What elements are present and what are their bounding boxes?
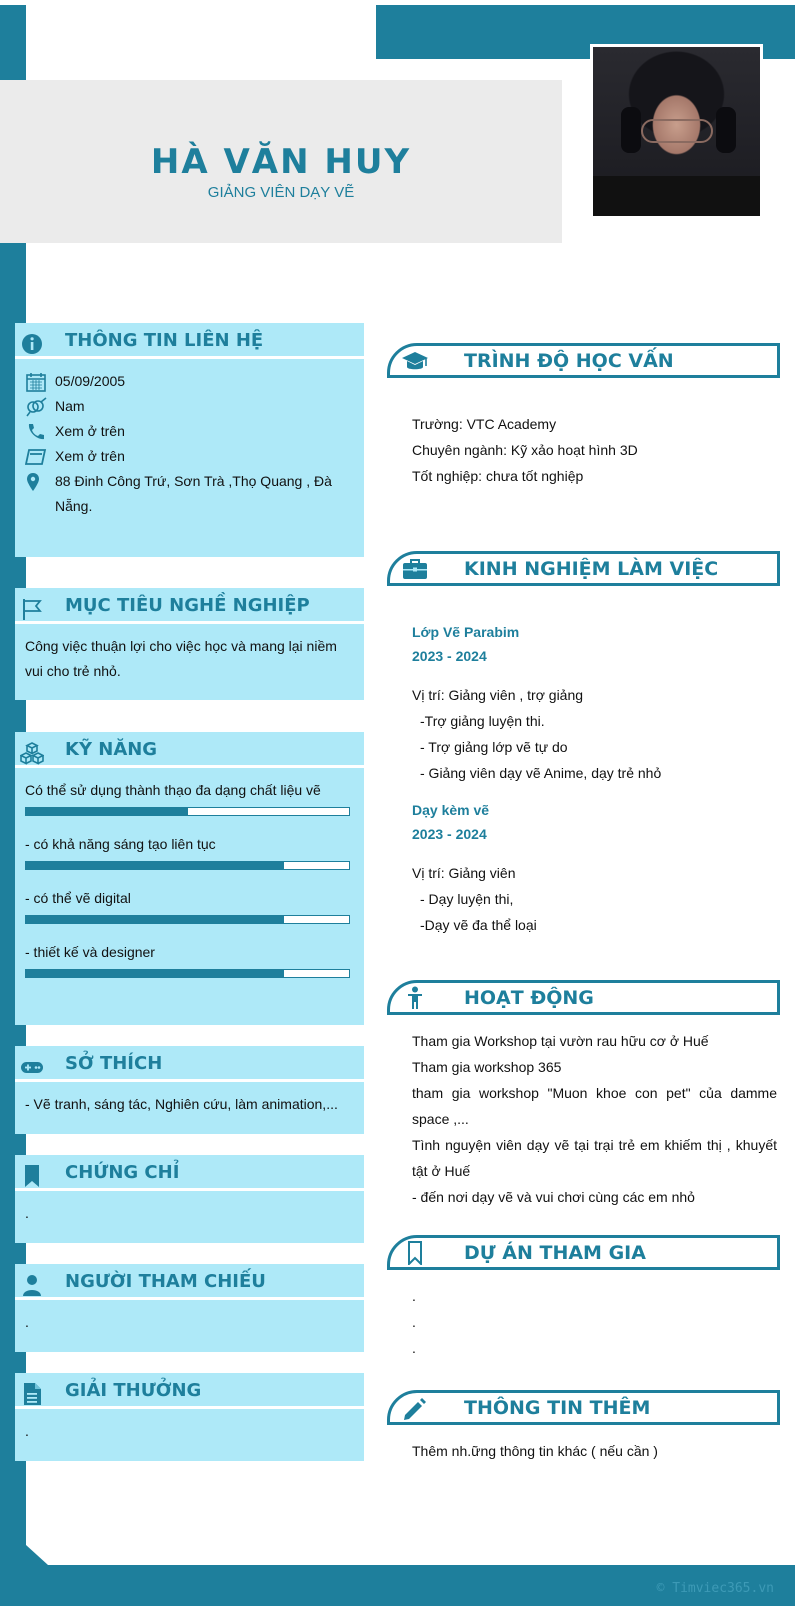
education-major: Chuyên ngành: Kỹ xảo hoạt hình 3D (412, 442, 638, 458)
objective-title: MỤC TIÊU NGHỀ NGHIỆP (65, 595, 310, 616)
activity-line: tham gia workshop "Muon khoe con pet" của damme space ,... (412, 1085, 777, 1127)
job-period: 2023 - 2024 (412, 648, 487, 664)
awards-text: . (25, 1423, 29, 1439)
skills-section (15, 732, 364, 1025)
candidate-name: HÀ VĂN HUY (150, 142, 412, 182)
references-title: NGƯỜI THAM CHIẾU (65, 1271, 266, 1292)
activities-title: HOẠT ĐỘNG (464, 987, 594, 1009)
job-company: Lớp Vẽ Parabim (412, 624, 520, 640)
objective-section (15, 588, 364, 700)
activities-details (412, 1028, 777, 1210)
pencil-icon (401, 1396, 429, 1420)
contact-header (15, 323, 364, 359)
certificates-title: CHỨNG CHỈ (65, 1162, 180, 1183)
extra-info-text: Thêm nh.ững thông tin khác ( nếu cần ) (412, 1443, 658, 1459)
activity-line: Tham gia Workshop tại vườn rau hữu cơ ở Huế (412, 1033, 709, 1049)
calendar-icon (25, 372, 47, 392)
education-details (412, 411, 777, 489)
cubes-icon (20, 741, 44, 765)
gamepad-icon (20, 1055, 44, 1079)
awards-title: GIẢI THƯỞNG (65, 1380, 202, 1401)
extra-info-header (387, 1390, 780, 1425)
activity-line: Tình nguyện viên dạy vẽ tại trại trẻ em khiếm thị , khuyết tật ở Huế (412, 1137, 777, 1179)
skills-header (15, 732, 364, 768)
contact-phone: Xem ở trên (25, 419, 354, 444)
bookmark-outline-icon (401, 1241, 429, 1265)
hobbies-section (15, 1046, 364, 1134)
experience-details (412, 620, 777, 938)
certificates-text: . (25, 1205, 29, 1221)
contact-gender: Nam (25, 394, 354, 419)
activity-line: Tham gia workshop 365 (412, 1059, 562, 1075)
skill-level-bar (25, 807, 350, 816)
references-section (15, 1264, 364, 1352)
contact-birthday: 05/09/2005 (25, 369, 354, 394)
profile-photo-frame (590, 44, 763, 219)
experience-header (387, 551, 780, 586)
experience-title: KINH NGHIỆM LÀM VIỆC (464, 558, 719, 580)
contact-title: THÔNG TIN LIÊN HỆ (65, 330, 264, 351)
job-period: 2023 - 2024 (412, 826, 487, 842)
education-school: Trường: VTC Academy (412, 416, 557, 432)
skill-level-bar (25, 969, 350, 978)
document-icon (20, 1382, 44, 1406)
skill-level-bar (25, 861, 350, 870)
projects-title: DỰ ÁN THAM GIA (464, 1242, 646, 1264)
awards-section (15, 1373, 364, 1461)
phone-icon (25, 422, 47, 442)
bottom-corner-decoration (26, 1545, 48, 1565)
objective-header (15, 588, 364, 624)
job-position: Vị trí: Giảng viên , trợ giảng (412, 687, 584, 703)
skills-title: KỸ NĂNG (65, 739, 158, 760)
extra-info-title: THÔNG TIN THÊM (464, 1397, 651, 1419)
objective-text: Công việc thuận lợi cho việc học và mang lại niềm vui cho trẻ nhỏ. (25, 638, 337, 679)
briefcase-icon (401, 557, 429, 581)
skill-item: - thiết kế và designer (25, 942, 354, 978)
education-header (387, 343, 780, 378)
person-icon (401, 986, 429, 1010)
candidate-role: GIẢNG VIÊN DẠY VẼ (207, 184, 355, 201)
flag-icon (20, 597, 44, 621)
certificates-section (15, 1155, 364, 1243)
hobbies-text: - Vẽ tranh, sáng tác, Nghiên cứu, làm animation,... (25, 1096, 338, 1112)
name-block (0, 80, 562, 243)
activity-line: - đến nơi dạy vẽ và vui chơi cùng các em nhỏ (412, 1189, 695, 1205)
bookmark-icon (20, 1164, 44, 1188)
job-position: Vị trí: Giảng viên (412, 865, 516, 881)
references-header (15, 1264, 364, 1300)
graduation-cap-icon (401, 349, 429, 373)
job-item: Lớp Vẽ Parabim 2023 - 2024 Vị trí: Giảng viên , trợ giảng -Trợ giảng luyện thi. - Trợ giảng lớp vẽ tự do - Giảng viên dạy vẽ Anime, dạy trẻ nhỏ (412, 620, 777, 786)
email-icon (25, 447, 47, 467)
gender-icon (25, 397, 47, 417)
job-item: Dạy kèm vẽ 2023 - 2024 Vị trí: Giảng viên - Dạy luyện thi, -Dạy vẽ đa thể loại (412, 798, 777, 938)
user-icon (20, 1273, 44, 1297)
projects-header (387, 1235, 780, 1270)
location-icon (25, 472, 47, 492)
education-title: TRÌNH ĐỘ HỌC VẤN (464, 350, 674, 372)
skill-level-bar (25, 915, 350, 924)
contact-address: 88 Đinh Công Trứ, Sơn Trà ,Thọ Quang , Đà Nẵng. (25, 469, 354, 519)
profile-photo (593, 47, 760, 216)
awards-header (15, 1373, 364, 1409)
info-icon (20, 332, 44, 356)
job-company: Dạy kèm vẽ (412, 802, 490, 818)
activities-header (387, 980, 780, 1015)
contact-email: Xem ở trên (25, 444, 354, 469)
hobbies-title: SỞ THÍCH (65, 1053, 163, 1074)
references-text: . (25, 1314, 29, 1330)
contact-section (15, 323, 364, 557)
skill-item: - có thể vẽ digital (25, 888, 354, 924)
projects-details: . . . (412, 1288, 416, 1356)
skill-item: - có khả năng sáng tạo liên tục (25, 834, 354, 870)
footer-copyright: © Timviec365.vn (656, 1581, 774, 1596)
certificates-header (15, 1155, 364, 1191)
skill-item: Có thể sử dụng thành thạo đa dạng chất liệu vẽ (25, 780, 354, 816)
hobbies-header (15, 1046, 364, 1082)
education-graduation: Tốt nghiệp: chưa tốt nghiệp (412, 468, 584, 484)
